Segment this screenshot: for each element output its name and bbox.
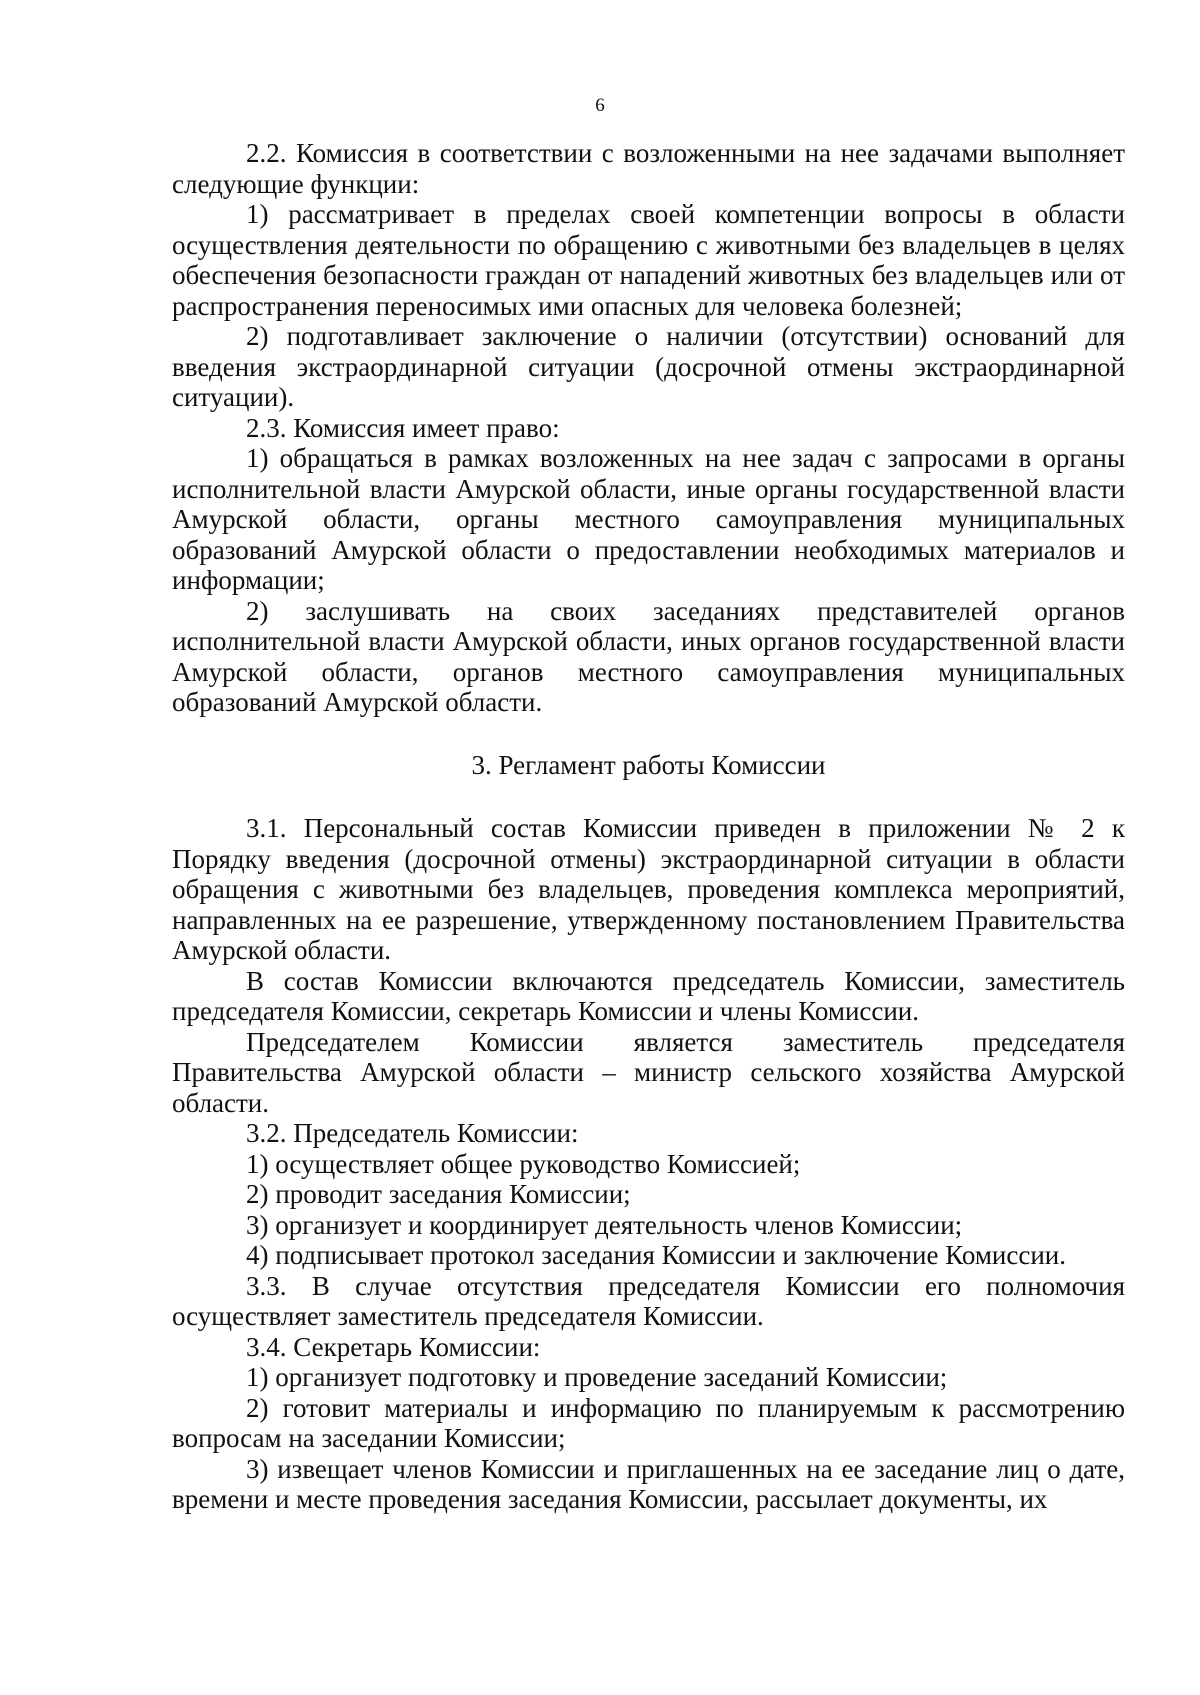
paragraph-3-2-item-3: 3) организует и координирует деятельность членов Комиссии;: [246, 1209, 963, 1240]
paragraph-2-2-item-2: 2) подготавливает заключение о наличии (отсутствии) оснований для введения экстраординарной ситуации (досрочной отмены экстраординарной ситуации).: [172, 321, 1125, 412]
paragraph-2-3-item-1: 1) обращаться в рамках возложенных на нее задач с запросами в органы исполнительной власти Амурской области, иные органы государственной власти Амурской области, органы местного самоуправления муниципальных образований Амурской области о предоставлении необходимых материалов и информации;: [172, 443, 1125, 595]
paragraph-3-3: 3.3. В случае отсутствия председателя Комиссии его полномочия осуществляет заместитель председателя Комиссии.: [172, 1270, 1125, 1331]
paragraph-2-2: 2.2. Комиссия в соответствии с возложенными на нее задачами выполняет следующие функции:: [172, 138, 1125, 199]
page-number: 6: [595, 95, 605, 116]
paragraph-3-2-item-4: 4) подписывает протокол заседания Комиссии и заключение Комиссии.: [246, 1240, 1066, 1270]
paragraph-2-3: 2.3. Комиссия имеет право:: [246, 412, 560, 443]
paragraph-2-3-item-2: 2) заслушивать на своих заседаниях представителей органов исполнительной власти Амурской области, иных органов государственной власти Амурской области, органов местного самоуправления муниципальных образований Амурской области.: [172, 595, 1125, 717]
paragraph-3-4-item-3: 3) извещает членов Комиссии и приглашенных на ее заседание лиц о дате, времени и месте проведения заседания Комиссии, рассылает документы, их: [172, 1453, 1125, 1514]
paragraph-3-2: 3.2. Председатель Комиссии:: [246, 1118, 579, 1148]
paragraph-3-1: 3.1. Персональный состав Комиссии приведен в приложении № 2 к Порядку введения (досрочной отмены) экстраординарной ситуации в области обращения с животными без владельцев, проведения комплекса мероприятий, направленных на ее разрешение, утвержденному постановлением Правительства Амурской области.: [172, 813, 1125, 965]
paragraph-3-2-item-1: 1) осуществляет общее руководство Комиссией;: [246, 1148, 801, 1179]
paragraph-3-4: 3.4. Секретарь Комиссии:: [246, 1331, 541, 1362]
document-body: [172, 138, 1125, 1515]
paragraph-3-4-item-1: 1) организует подготовку и проведение заседаний Комиссии;: [246, 1362, 948, 1392]
section-heading: 3. Регламент работы Комиссии: [471, 749, 826, 780]
paragraph-chairman: Председателем Комиссии является заместитель председателя Правительства Амурской области – министр сельского хозяйства Амурской области.: [172, 1026, 1125, 1118]
paragraph-2-2-item-1: 1) рассматривает в пределах своей компетенции вопросы в области осуществления деятельности по обращению с животными без владельцев в целях обеспечения безопасности граждан от нападений животных без владельцев или от распространения переносимых ими опасных для человека болезней;: [172, 199, 1125, 321]
paragraph-3-2-item-2: 2) проводит заседания Комиссии;: [246, 1179, 631, 1209]
paragraph-composition: В состав Комиссии включаются председатель Комиссии, заместитель председателя Комиссии, секретарь Комиссии и члены Комиссии.: [172, 965, 1125, 1026]
paragraph-3-4-item-2: 2) готовит материалы и информацию по планируемым к рассмотрению вопросам на заседании Комиссии;: [172, 1392, 1125, 1453]
